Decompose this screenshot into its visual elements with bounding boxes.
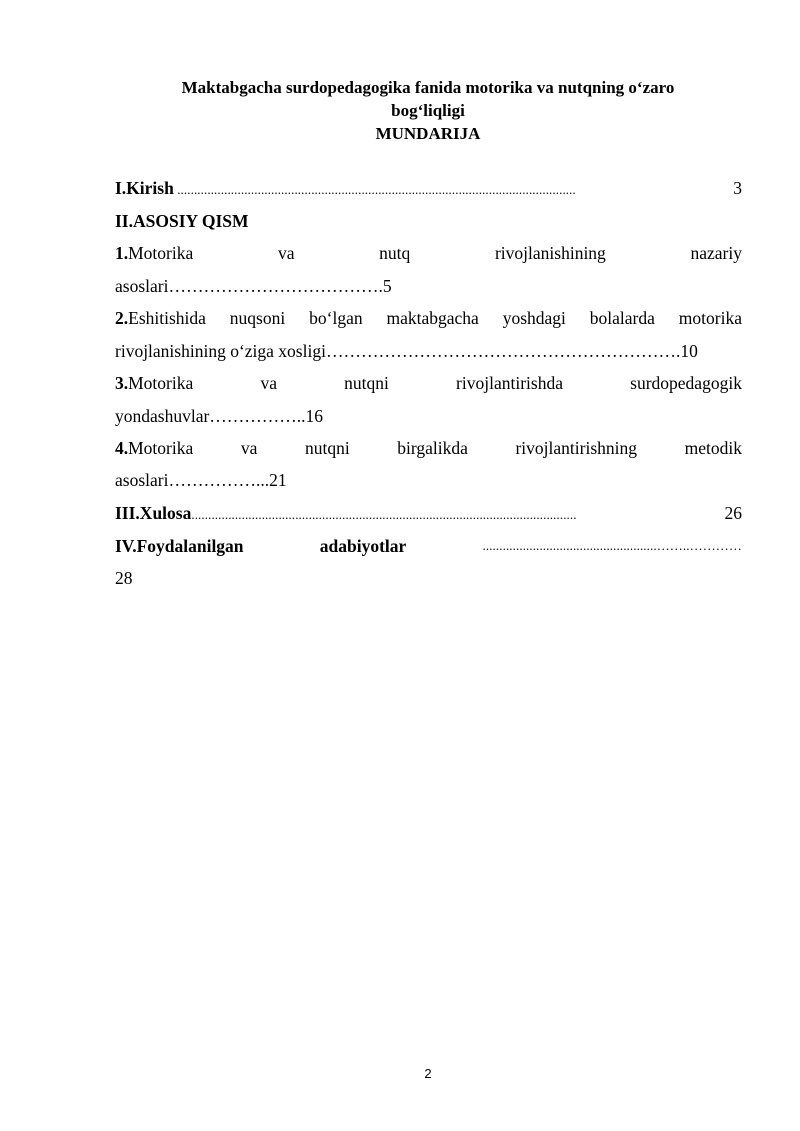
toc-entry-1-line-1 bbox=[115, 242, 742, 264]
toc-item-4-number: 4. bbox=[115, 438, 129, 458]
document-title-line-1: Maktabgacha surdopedagogika fanida motorika va nutqning o‘zaro bbox=[181, 78, 675, 97]
toc-item-4-word: birgalikda bbox=[397, 438, 468, 458]
toc-entry-3-line-1 bbox=[115, 372, 742, 394]
toc-entry-3-line-2: yondashuvlar……………..16 bbox=[115, 406, 324, 426]
toc-item-1-word: nazariy bbox=[690, 243, 742, 263]
toc-adabiyotlar-leader: ....................................................……..………… bbox=[482, 538, 742, 553]
toc-xulosa-leader: ................................................................................................................... bbox=[191, 507, 577, 522]
toc-item-1-word: Motorika bbox=[128, 243, 194, 263]
toc-kirish-label: I.Kirish bbox=[115, 178, 174, 198]
toc-entry-xulosa bbox=[115, 502, 742, 526]
toc-item-1-number: 1. bbox=[115, 243, 129, 263]
toc-kirish-page: 3 bbox=[733, 178, 742, 198]
toc-item-1-word: va bbox=[277, 243, 295, 263]
toc-item-3-number: 3. bbox=[115, 373, 129, 393]
toc-entry-2-line-2: rivojlanishining o‘ziga xosligi…………………………………………………….10 bbox=[115, 341, 698, 361]
toc-entry-kirish bbox=[115, 177, 742, 201]
toc-item-4-word: Motorika bbox=[128, 438, 194, 458]
toc-item-2-number: 2. bbox=[115, 308, 129, 328]
toc-entry-1-line-2: asoslari……………………………….5 bbox=[115, 276, 392, 296]
toc-entry-adabiyotlar bbox=[115, 535, 742, 557]
toc-entry-4-line-1 bbox=[115, 437, 742, 459]
toc-item-2-word: Eshitishida bbox=[128, 308, 206, 328]
toc-adabiyotlar-label-1: IV.Foydalanilgan bbox=[115, 536, 244, 556]
toc-item-2-word: bo‘lgan bbox=[309, 308, 363, 328]
toc-xulosa-label: III.Xulosa bbox=[115, 503, 192, 523]
toc-item-3-word: rivojlantirishda bbox=[456, 373, 563, 393]
toc-item-1-word: rivojlanishining bbox=[494, 243, 606, 263]
toc-item-2-word: yoshdagi bbox=[502, 308, 566, 328]
toc-section-asosiy: II.ASOSIY QISM bbox=[115, 211, 249, 231]
toc-entry-2-line-1 bbox=[115, 307, 742, 329]
toc-item-2-word: maktabgacha bbox=[386, 308, 479, 328]
toc-adabiyotlar-label-2: adabiyotlar bbox=[319, 536, 407, 556]
page-number: 2 bbox=[424, 1066, 432, 1081]
toc-item-3-word: nutqni bbox=[344, 373, 389, 393]
toc-adabiyotlar-page: 28 bbox=[115, 568, 133, 588]
toc-item-1-word: nutq bbox=[379, 243, 411, 263]
document-title-line-2: bog‘liqligi bbox=[391, 101, 465, 120]
toc-item-4-word: nutqni bbox=[304, 438, 350, 458]
toc-entry-4-line-2: asoslari……………...21 bbox=[115, 470, 287, 490]
contents-heading: MUNDARIJA bbox=[375, 124, 481, 143]
toc-item-2-word: bolalarda bbox=[589, 308, 655, 328]
toc-item-3-word: va bbox=[260, 373, 277, 393]
toc-item-2-word: motorika bbox=[678, 308, 742, 328]
toc-kirish-leader: ....................................................................................................................... bbox=[173, 182, 576, 197]
toc-item-4-word: va bbox=[240, 438, 258, 458]
toc-item-2-word: nuqsoni bbox=[229, 308, 286, 328]
toc-item-3-word: Motorika bbox=[128, 373, 194, 393]
toc-item-3-word: surdopedagogik bbox=[630, 373, 742, 393]
toc-item-4-word: metodik bbox=[684, 438, 742, 458]
toc-item-4-word: rivojlantirishning bbox=[515, 438, 638, 458]
toc-xulosa-page: 26 bbox=[724, 503, 742, 523]
